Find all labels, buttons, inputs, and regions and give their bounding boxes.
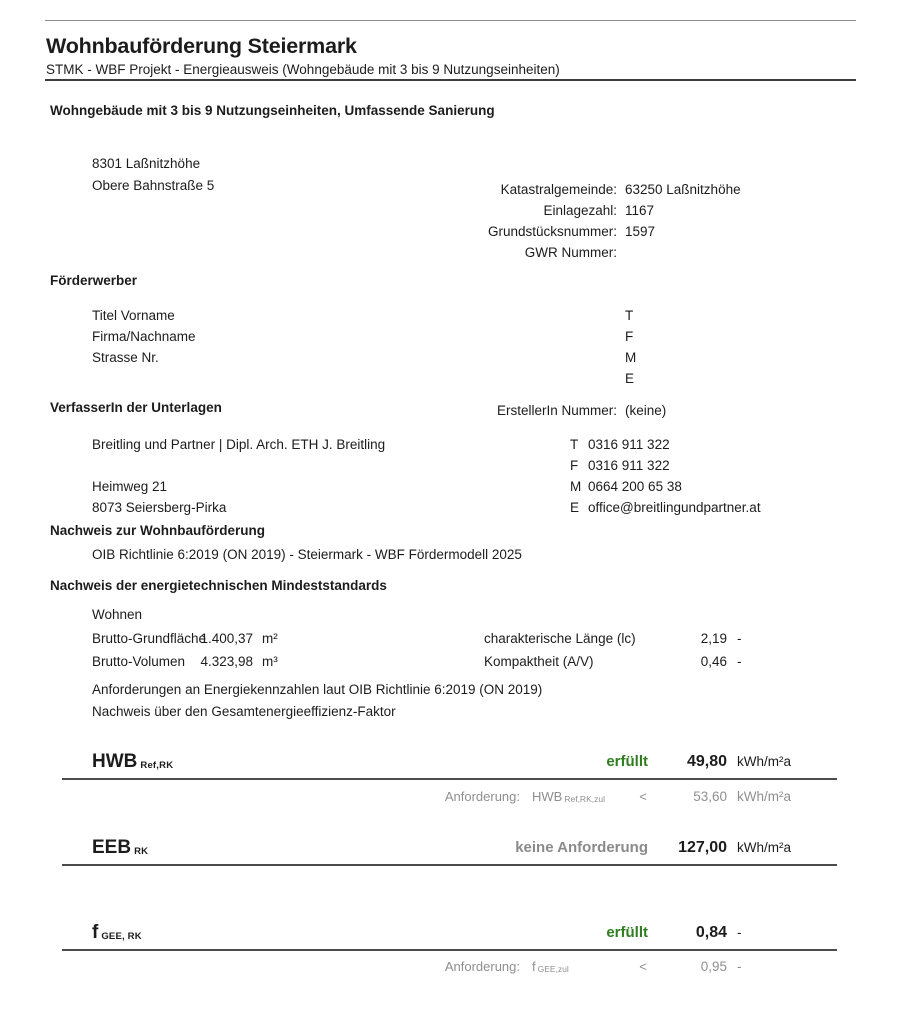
result-unit: - [737,925,742,940]
verfasser-street: Heimweg 21 [92,479,168,494]
cadastre-label: Grundstücksnummer: [487,224,617,239]
geometry-value: 1.400,37 [200,631,253,646]
requirement-label: Anforderung: [444,789,520,804]
geometry-value: 4.323,98 [200,654,253,669]
result-row-eeb [0,834,898,862]
result-subscript: RK [134,846,149,857]
foerderwerber-contact-letter: F [625,329,634,344]
cadastre-value: 1597 [625,224,656,239]
geometry-value2: 0,46 [700,654,727,669]
cadastre-row [0,242,898,263]
result-subscript: Ref,RK [140,760,174,771]
result-unit: kWh/m²a [737,840,791,855]
result-value: 127,00 [678,839,727,856]
verfasser-contact-row [0,476,898,497]
geometry-label2: Kompaktheit (A/V) [484,654,594,669]
status-badge: erfüllt [606,753,648,770]
requirement-unit: kWh/m²a [737,789,791,804]
result-value: 49,80 [686,753,727,770]
foerderwerber-contact-letter: T [625,308,634,323]
project-type-heading: Wohngebäude mit 3 bis 9 Nutzungseinheiten, Umfassende Sanierung [50,103,495,118]
foerderwerber-contact-letter: E [625,371,635,386]
geometry-unit: m² [262,631,278,646]
geometry-unit2: - [737,631,742,646]
ersteller-number-value: (keine) [625,403,667,418]
status-badge: erfüllt [606,924,648,941]
result-row-hwb [0,748,898,776]
result-subscript: GEE, RK [101,931,142,942]
ersteller-number-row [0,400,898,421]
geometry-label2: charakterische Länge (lc) [484,631,636,646]
cadastre-label: Katastralgemeinde: [500,182,617,197]
cadastre-row [0,200,898,221]
result-unit: kWh/m²a [737,754,791,769]
requirement-row-fgee [0,955,898,979]
contact-key: E [570,500,580,515]
verfasser-contact-row [0,434,898,455]
header-bottom-rule [45,79,856,81]
geometry-label: Brutto-Volumen [92,654,186,669]
cadastre-value: 1167 [625,203,655,218]
requirement-symbol: fGEE,zul [532,959,569,974]
requirement-unit: - [737,959,742,974]
requirement-subscript: GEE,zul [537,964,569,974]
verfasser-heading: VerfasserIn der Unterlagen [50,400,222,415]
cadastre-value: 63250 Laßnitzhöhe [625,182,741,197]
requirement-note-2: Nachweis über den Gesamtenergieeffizienz-Faktor [92,704,396,719]
cadastre-label: GWR Nummer: [524,245,617,260]
verfasser-city: 8073 Seiersberg-Pirka [92,500,227,515]
result-symbol: fGEE, RK [92,922,142,943]
document-subtitle: STMK - WBF Projekt - Energieausweis (Wohngebäude mit 3 bis 9 Nutzungseinheiten) [46,62,560,77]
requirement-label: Anforderung: [444,959,520,974]
geometry-row [0,628,898,649]
foerderwerber-field: Strasse Nr. [92,350,159,365]
requirement-operator: < [639,959,647,974]
geometry-unit: m³ [262,654,278,669]
result-value: 0,84 [695,924,727,941]
usage-label: Wohnen [92,607,143,622]
result-symbol: HWB Ref,RK [92,751,174,772]
cadastre-row [0,221,898,242]
requirement-value: 0,95 [700,959,727,974]
header-top-rule [45,20,856,21]
object-address-zip-city: 8301 Laßnitzhöhe [92,156,201,171]
foerderwerber-contact-letter: M [625,350,637,365]
result-row-fgee [0,919,898,947]
cadastre-label: Einlagezahl: [543,203,617,218]
foerderwerber-field: Firma/Nachname [92,329,196,344]
foerderwerber-heading: Förderwerber [50,273,138,288]
geometry-label: Brutto-Grundfläche [92,631,207,646]
verfasser-contact-row [0,455,898,476]
foerderwerber-field: Titel Vorname [92,308,175,323]
result-divider [62,778,837,780]
geometry-unit2: - [737,654,742,669]
contact-value: 0316 911 322 [588,458,670,473]
mindeststandards-heading: Nachweis der energietechnischen Mindeststandards [50,578,387,593]
nachweis-wbf-heading: Nachweis zur Wohnbauförderung [50,523,266,538]
result-divider [62,949,837,951]
status-badge: keine Anforderung [515,839,648,856]
requirement-operator: < [639,789,647,804]
contact-value: 0664 200 65 38 [588,479,682,494]
geometry-value2: 2,19 [700,631,727,646]
verfasser-contact-row [0,497,898,518]
requirement-note-1: Anforderungen an Energiekennzahlen laut OIB Richtlinie 6:2019 (ON 2019) [92,682,543,697]
geometry-row [0,651,898,672]
requirement-subscript: Ref,RK,zul [564,794,605,804]
requirement-row-hwb [0,785,898,809]
contact-key: F [570,458,579,473]
result-symbol: EEB RK [92,837,149,858]
contact-key: M [570,479,582,494]
contact-value: 0316 911 322 [588,437,670,452]
ersteller-number-label: ErstellerIn Nummer: [496,403,617,418]
nachweis-wbf-line: OIB Richtlinie 6:2019 (ON 2019) - Steiermark - WBF Fördermodell 2025 [92,547,522,562]
contact-value: office@breitlingundpartner.at [588,500,761,515]
contact-key: T [570,437,579,452]
object-address-street: Obere Bahnstraße 5 [92,178,215,193]
document-title: Wohnbauförderung Steiermark [46,34,357,58]
requirement-value: 53,60 [693,789,727,804]
verfasser-name: Breitling und Partner | Dipl. Arch. ETH J. Breitling [92,437,386,452]
cadastre-row [0,179,898,200]
requirement-symbol: HWB Ref,RK,zul [532,789,605,804]
result-divider [62,864,837,866]
